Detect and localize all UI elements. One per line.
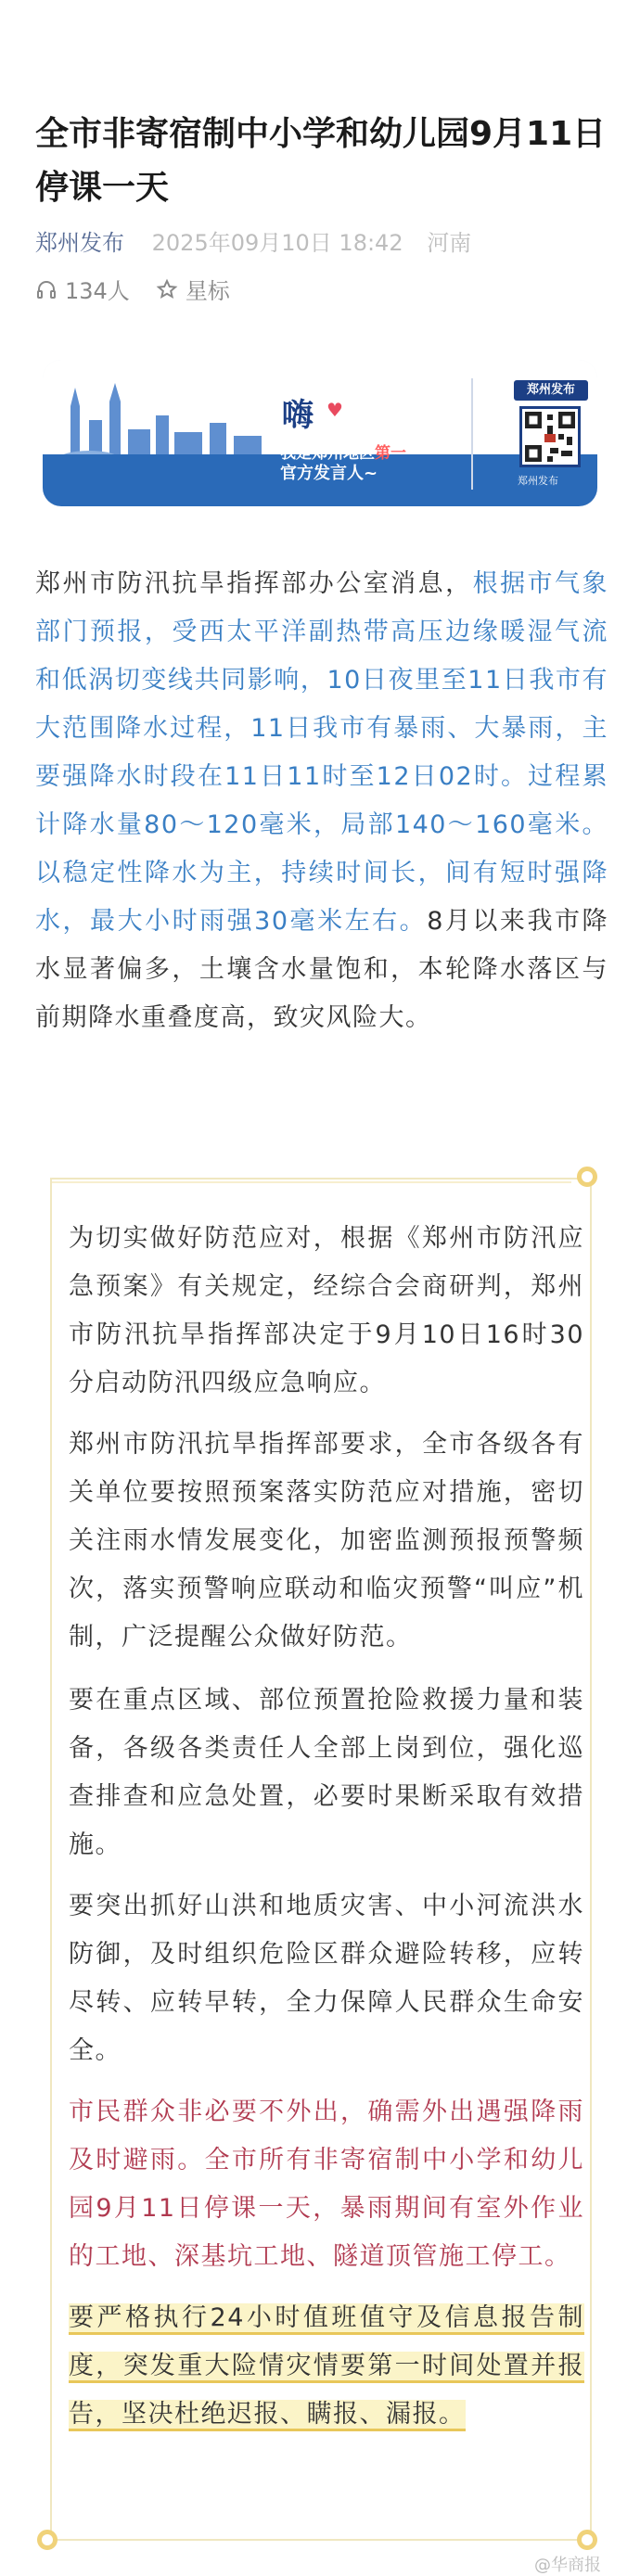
article-meta [35, 224, 471, 257]
intro-forecast: 根据市气象部门预报，受西太平洋副热带高压边缘暖湿气流和低涡切变线共同影响，10日夜里至11日我市有大范围降水过程，11日我市有暴雨、大暴雨，主要强降水时段在11日11时至12日02时。过程累计降水量80～120毫米，局部140～160毫米。以稳定性降水为主，持续时间长，间有短时强降水，最大小时雨强30毫米左右。 [35, 569, 609, 936]
article-title: 全市非寄宿制中小学和幼儿园9月11日停课一天 [35, 115, 607, 207]
corner-ornament [37, 2530, 58, 2550]
banner-logo: 郑州发布 [514, 380, 588, 401]
listen-count-text: 134人 [65, 278, 130, 304]
star-icon [156, 278, 178, 300]
notice-paragraph-highlight [69, 2294, 584, 2439]
article-stats [35, 273, 256, 305]
watermark: @华商报 [534, 2556, 601, 2575]
publish-region: 河南 [427, 230, 472, 256]
account-banner[interactable] [43, 360, 597, 506]
corner-ornament [577, 2530, 597, 2550]
intro-lead: 郑州市防汛抗旱指挥部办公室消息， [35, 569, 473, 598]
banner-greeting: 嗨 [282, 397, 314, 434]
qr-caption: 郑州发布 [518, 475, 558, 487]
banner-tagline-prefix: 我是郑州地区 [280, 444, 375, 463]
notice-paragraph: 为切实做好防范应对，根据《郑州市防汛应急预案》有关规定，经综合会商研判，郑州市防汛抗旱指挥部决定于9月10日16时30分启动防汛四级应急响应。 [69, 1224, 584, 1397]
intro-paragraph [35, 560, 608, 1042]
source-link[interactable]: 郑州发布 [35, 230, 124, 256]
notice-paragraph: 郑州市防汛抗旱指挥部要求，全市各级各有关单位要按照预案落实防范应对措施，密切关注雨水情发展变化，加密监测预报预警频次，落实预警响应联动和临灾预警“叫应”机制，广泛提醒公众做好防范。 [69, 1430, 584, 1651]
headphones-icon [35, 278, 58, 300]
publish-date: 2025年09月10日 18:42 [151, 230, 403, 256]
notice-paragraph: 要突出抓好山洪和地质灾害、中小河流洪水防御，及时组织危险区群众避险转移，应转尽转、应转早转，全力保障人民群众生命安全。 [69, 1892, 584, 2065]
corner-ornament [577, 1167, 597, 1187]
intro-tail: 8月以来我市降水显著偏多，土壤含水量饱和，本轮降水落区与前期降水重叠度高，致灾风险大。 [35, 907, 609, 1032]
notice-box-top-line [52, 1181, 571, 1183]
notice-paragraph: 要在重点区域、部位预置抢险救援力量和装备，各级各类责任人全部上岗到位，强化巡查排查和应急处置，必要时果断采取有效措施。 [69, 1686, 584, 1859]
heart-icon: ♥ [326, 399, 343, 421]
banner-divider [471, 378, 473, 490]
star-button[interactable] [156, 273, 230, 305]
qr-code-icon [519, 406, 581, 467]
banner-tagline-emphasis: 第一 [375, 444, 406, 463]
listen-count[interactable] [35, 273, 130, 305]
notice-paragraph-red: 市民群众非必要不外出，确需外出遇强降雨及时避雨。全市所有非寄宿制中小学和幼儿园9月11日停课一天，暴雨期间有室外作业的工地、深基坑工地、隧道顶管施工停工。 [69, 2098, 584, 2271]
star-label: 星标 [185, 278, 230, 304]
highlighted-text: 要严格执行24小时值班值守及信息报告制度，突发重大险情灾情要第一时间处置并报告，坚决杜绝迟报、瞒报、漏报。 [69, 2303, 584, 2431]
banner-subtitle: 官方发言人~ [280, 464, 378, 483]
